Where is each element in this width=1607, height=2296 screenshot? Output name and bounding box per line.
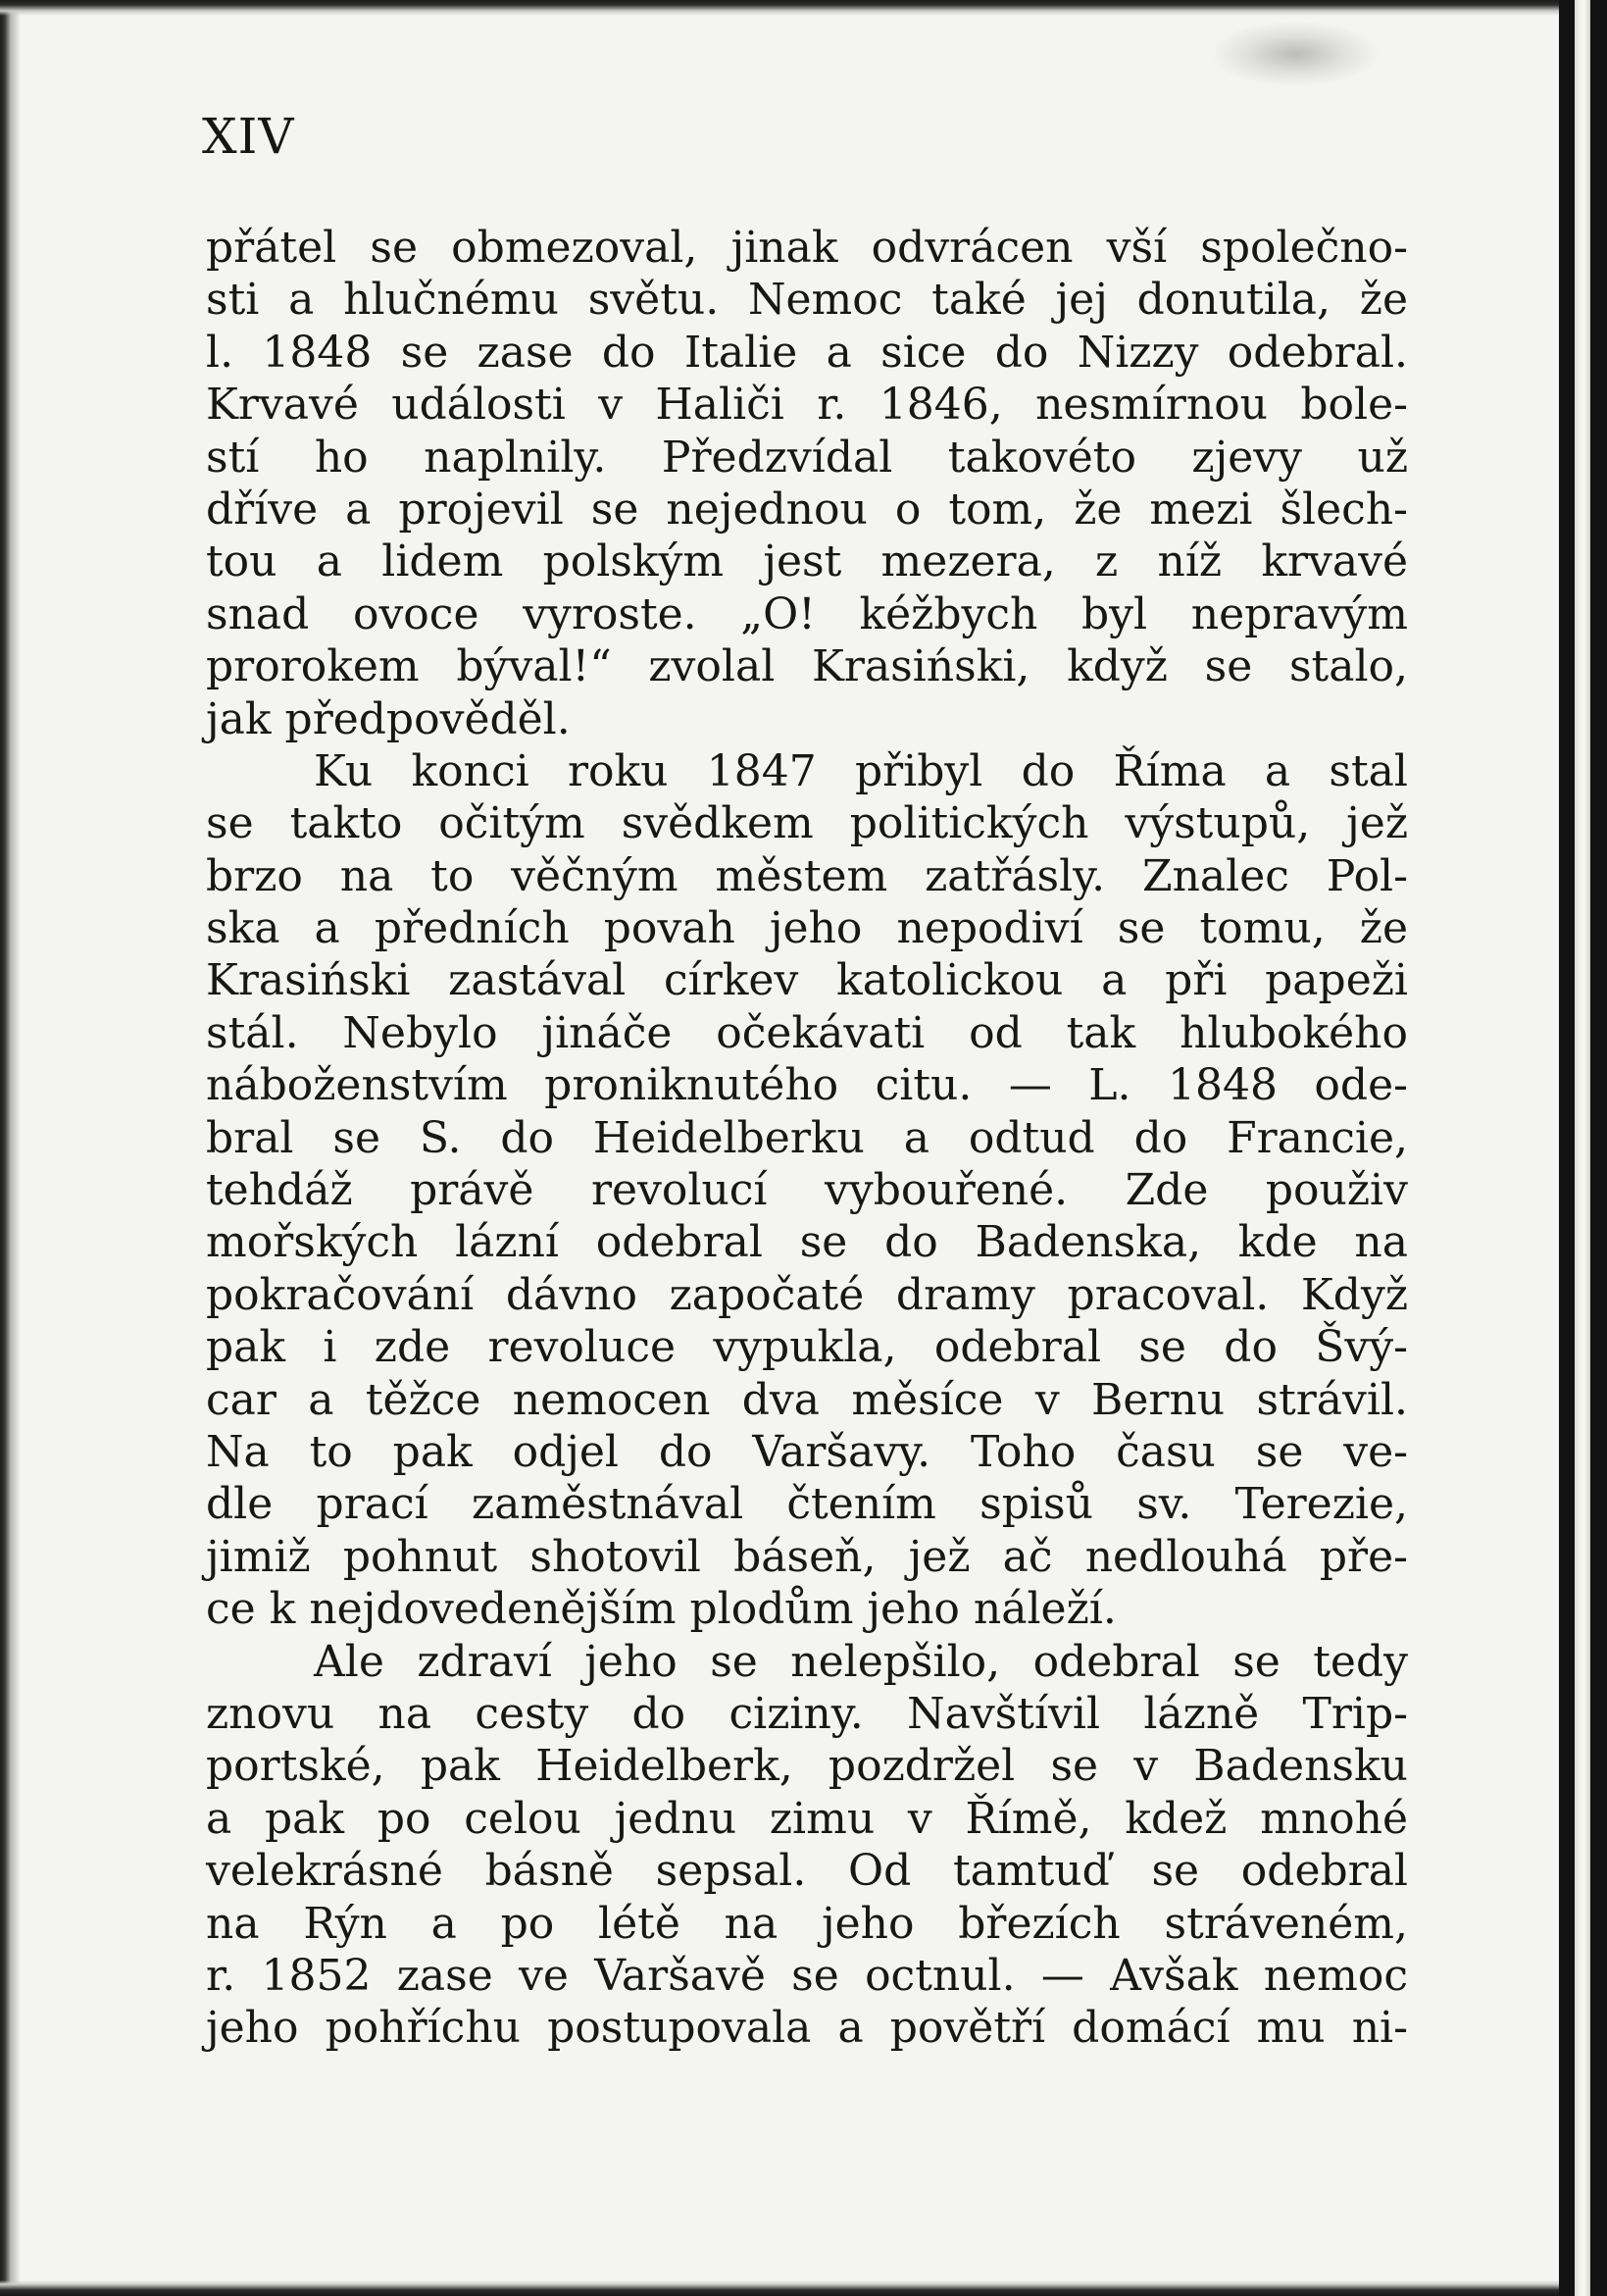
text-line: l. 1848 se zase do Italie a sice do Nizzy odebral. xyxy=(206,327,1408,378)
text-line: bral se S. do Heidelberku a odtud do Francie, xyxy=(206,1112,1408,1163)
paragraph-start-line: Ku konci roku 1847 přibyl do Říma a stal xyxy=(314,745,1408,796)
paragraph-start-line: Ale zdraví jeho se nelepšilo, odebral se tedy xyxy=(314,1636,1408,1687)
text-line: Na to pak odjel do Varšavy. Toho času se ve- xyxy=(206,1426,1408,1477)
text-line: stí ho naplnily. Předzvídal takovéto zjevy už xyxy=(206,432,1408,483)
text-line: tou a lidem polským jest mezera, z níž krvavé xyxy=(206,536,1408,587)
text-line: mořských lázní odebral se do Badenska, kde na xyxy=(206,1217,1408,1268)
scan-bottom-edge xyxy=(0,2280,1607,2296)
text-line: dříve a projevil se nejednou o tom, že mezi šlech- xyxy=(206,484,1408,535)
text-line: Krasiński zastával církev katolickou a při papeži xyxy=(206,955,1408,1006)
text-line: dle prací zaměstnával čtením spisů sv. Terezie, xyxy=(206,1479,1408,1530)
scan-right-paper-strip xyxy=(1575,0,1590,2296)
text-line: brzo na to věčným městem zatřásly. Znalec Pol- xyxy=(206,850,1408,901)
text-line: se takto očitým svědkem politických výstupů, jež xyxy=(206,798,1408,849)
scan-left-edge xyxy=(0,0,20,2296)
text-line: velekrásné básně sepsal. Od tamtuď se odebral xyxy=(206,1846,1408,1897)
text-line: na Rýn a po létě na jeho březích stráveném, xyxy=(206,1898,1408,1949)
text-line: jak předpověděl. xyxy=(206,693,571,744)
scan-smudge xyxy=(1212,22,1379,86)
text-line: portské, pak Heidelberk, pozdržel se v Badensku xyxy=(206,1741,1408,1792)
text-line: a pak po celou jednu zimu v Římě, kdež mnohé xyxy=(206,1793,1408,1844)
text-line: r. 1852 zase ve Varšavě se octnul. — Avšak nemoc xyxy=(206,1950,1408,2001)
text-line: car a těžce nemocen dva měsíce v Bernu strávil. xyxy=(206,1374,1408,1425)
body-text xyxy=(206,222,1408,2055)
text-line: pokračování dávno započaté dramy pracoval. Když xyxy=(206,1269,1408,1320)
text-line: jimiž pohnut shotovil báseň, jež ač nedlouhá pře- xyxy=(206,1531,1408,1582)
text-line: tehdáž právě revolucí vybouřené. Zde použiv xyxy=(206,1165,1408,1216)
text-line: ce k nejdovedenějším plodům jeho náleží. xyxy=(206,1584,1117,1635)
text-line: náboženstvím proniknutého citu. — L. 1848 ode- xyxy=(206,1060,1408,1111)
text-line: znovu na cesty do ciziny. Navštívil lázně Trip- xyxy=(206,1688,1408,1739)
text-line: ska a předních povah jeho nepodiví se tomu, že xyxy=(206,903,1408,954)
scan-top-edge xyxy=(0,0,1607,16)
text-line: sti a hlučnému světu. Nemoc také jej donutila, že xyxy=(206,275,1408,326)
text-line: snad ovoce vyroste. „O! kéžbych byl nepravým xyxy=(206,588,1408,639)
text-line: Krvavé události v Haliči r. 1846, nesmírnou bole- xyxy=(206,380,1408,431)
text-line: pak i zde revoluce vypukla, odebral se do Švý- xyxy=(206,1322,1408,1373)
text-line: přátel se obmezoval, jinak odvrácen vší společno- xyxy=(206,223,1408,273)
text-line: jeho pohříchu postupovala a povětří domácí mu ni- xyxy=(206,2003,1408,2054)
text-line: prorokem býval!“ zvolal Krasiński, když se stalo, xyxy=(206,641,1408,692)
text-line: stál. Nebylo jináče očekávati od tak hlubokého xyxy=(206,1007,1408,1058)
page-number: XIV xyxy=(202,108,295,165)
